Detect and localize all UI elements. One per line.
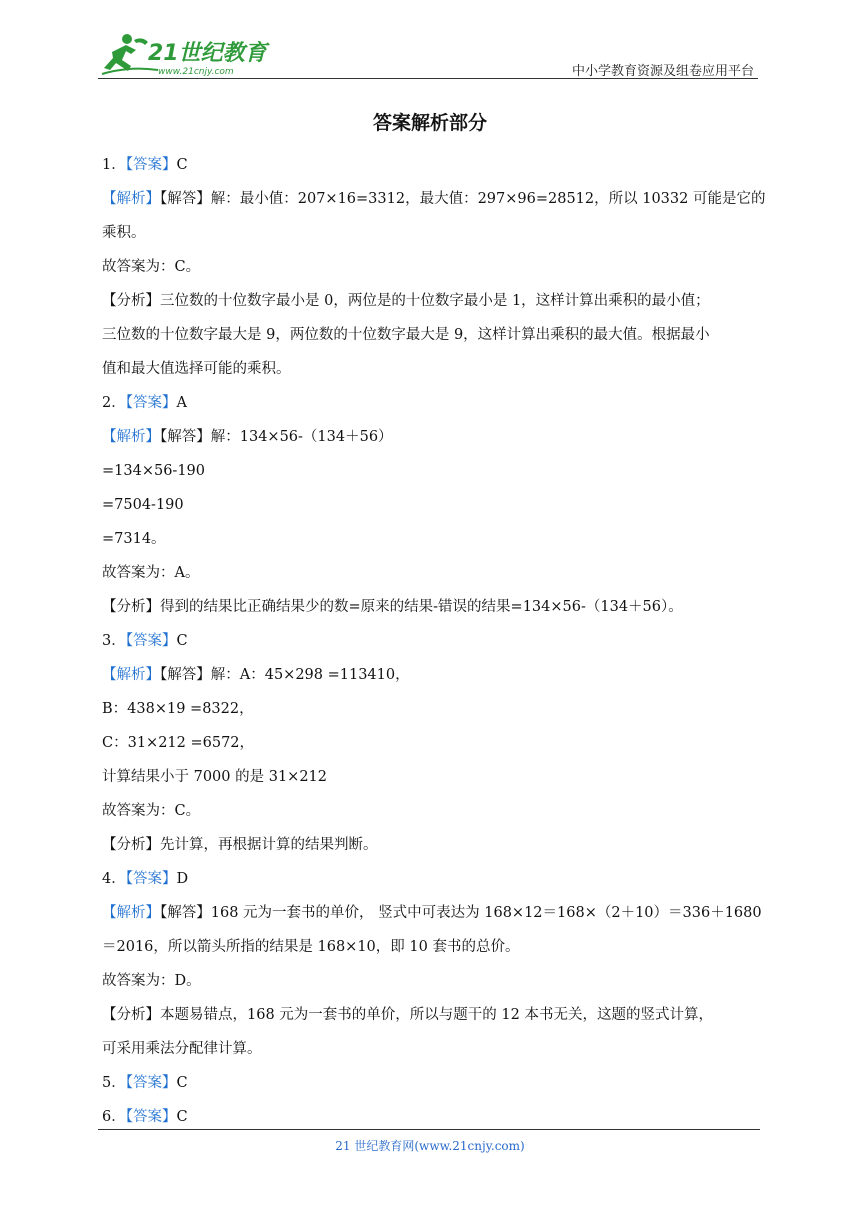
text-line (102, 1066, 762, 1100)
text-line (102, 1032, 762, 1066)
text-line (102, 352, 762, 386)
text-line (102, 318, 762, 352)
page-title: 答案解析部分 (372, 112, 487, 134)
svg-text:21世纪教育: 21世纪教育 (148, 41, 267, 66)
text-segment: 【解答】解：最小值：207×16=3312，最大值：297×96=28512，所以 10332 可能是它的 (160, 191, 766, 207)
site-logo (98, 30, 298, 78)
text-segment: B：438×19 =8322， (102, 701, 254, 717)
page-header (98, 30, 758, 80)
text-segment: 2． (102, 395, 126, 411)
text-line (102, 284, 762, 318)
runner-icon (104, 34, 148, 71)
text-segment: 故答案为：A。 (102, 565, 200, 581)
text-line (102, 148, 762, 182)
text-line (102, 862, 762, 896)
text-segment: 3． (102, 633, 126, 649)
text-segment: 【解答】解：A：45×298 =113410， (160, 667, 410, 683)
text-segment: =7314。 (102, 531, 166, 547)
text-segment: 1． (102, 157, 126, 173)
text-line (102, 386, 762, 420)
text-segment: C (176, 1075, 188, 1091)
text-segment: 4． (102, 871, 126, 887)
footer-divider (98, 1129, 760, 1130)
section-tag: 【解析】 (102, 191, 160, 207)
text-line (102, 828, 762, 862)
section-tag: 【答案】 (125, 633, 177, 649)
text-segment: D (176, 871, 189, 887)
text-segment: 故答案为：D。 (102, 973, 201, 989)
section-tag: 【解析】 (102, 905, 160, 921)
section-tag: 【答案】 (125, 395, 177, 411)
text-line (102, 658, 762, 692)
text-line (102, 216, 762, 250)
text-line (102, 182, 766, 216)
text-segment: 【解答】168 元为一套书的单价， 竖式中可表达为 168×12＝168×（2＋10）＝336＋1680 (160, 905, 762, 921)
text-segment: 6． (102, 1109, 126, 1125)
text-segment: 值和最大值选择可能的乘积。 (102, 361, 291, 377)
text-line (102, 896, 762, 930)
footer-text: 21 世纪教育网(www.21cnjy.com) (335, 1139, 525, 1153)
text-line (102, 522, 762, 556)
text-line (102, 930, 762, 964)
text-line (102, 964, 762, 998)
text-line (102, 726, 762, 760)
text-segment: =134×56-190 (102, 463, 206, 479)
text-segment: 计算结果小于 7000 的是 31×212 (102, 769, 328, 785)
text-line (102, 488, 762, 522)
text-segment: 故答案为：C。 (102, 803, 201, 819)
text-line (102, 556, 762, 590)
text-segment: C：31×212 =6572， (102, 735, 255, 751)
text-segment: 【分析】先计算，再根据计算的结果判断。 (102, 837, 378, 853)
text-line (102, 420, 762, 454)
text-segment: C (176, 1109, 188, 1125)
text-segment: 故答案为：C。 (102, 259, 201, 275)
text-segment: =7504-190 (102, 497, 184, 513)
text-segment: 【解答】解：134×56-（134＋56） (160, 429, 393, 445)
text-segment: 5． (102, 1075, 126, 1091)
text-line (102, 794, 762, 828)
text-segment: C (176, 157, 188, 173)
answer-content (102, 148, 766, 1134)
section-tag: 【答案】 (125, 1075, 177, 1091)
text-segment: 可采用乘法分配律计算。 (102, 1041, 262, 1057)
svg-text:www.21cnjy.com: www.21cnjy.com (158, 67, 234, 77)
section-tag: 【答案】 (125, 871, 177, 887)
text-line (102, 624, 762, 658)
text-line (102, 250, 762, 284)
text-line (102, 760, 762, 794)
text-line (102, 590, 762, 624)
section-tag: 【解析】 (102, 667, 160, 683)
text-line (102, 454, 762, 488)
text-segment: 【分析】三位数的十位数字最小是 0，两位是的十位数字最小是 1，这样计算出乘积的最小值； (102, 293, 710, 309)
text-line (102, 998, 762, 1032)
text-segment: C (176, 633, 188, 649)
text-segment: 三位数的十位数字最大是 9，两位数的十位数字最大是 9，这样计算出乘积的最大值。根据最小 (102, 327, 710, 343)
text-segment: ＝2016，所以箭头所指的结果是 168×10，即 10 套书的总价。 (102, 939, 520, 955)
section-tag: 【答案】 (125, 157, 177, 173)
section-tag: 【解析】 (102, 429, 160, 445)
text-segment: 【分析】得到的结果比正确结果少的数=原来的结果-错误的结果=134×56-（134＋56）。 (102, 599, 683, 615)
header-divider (98, 78, 758, 79)
text-segment: 【分析】本题易错点，168 元为一套书的单价，所以与题干的 12 本书无关，这题的竖式计算， (102, 1007, 713, 1023)
text-segment: A (176, 395, 187, 411)
text-segment: 乘积。 (102, 225, 146, 241)
platform-name: 中小学教育资源及组卷应用平台 (571, 64, 754, 79)
text-line (102, 692, 762, 726)
section-tag: 【答案】 (125, 1109, 177, 1125)
